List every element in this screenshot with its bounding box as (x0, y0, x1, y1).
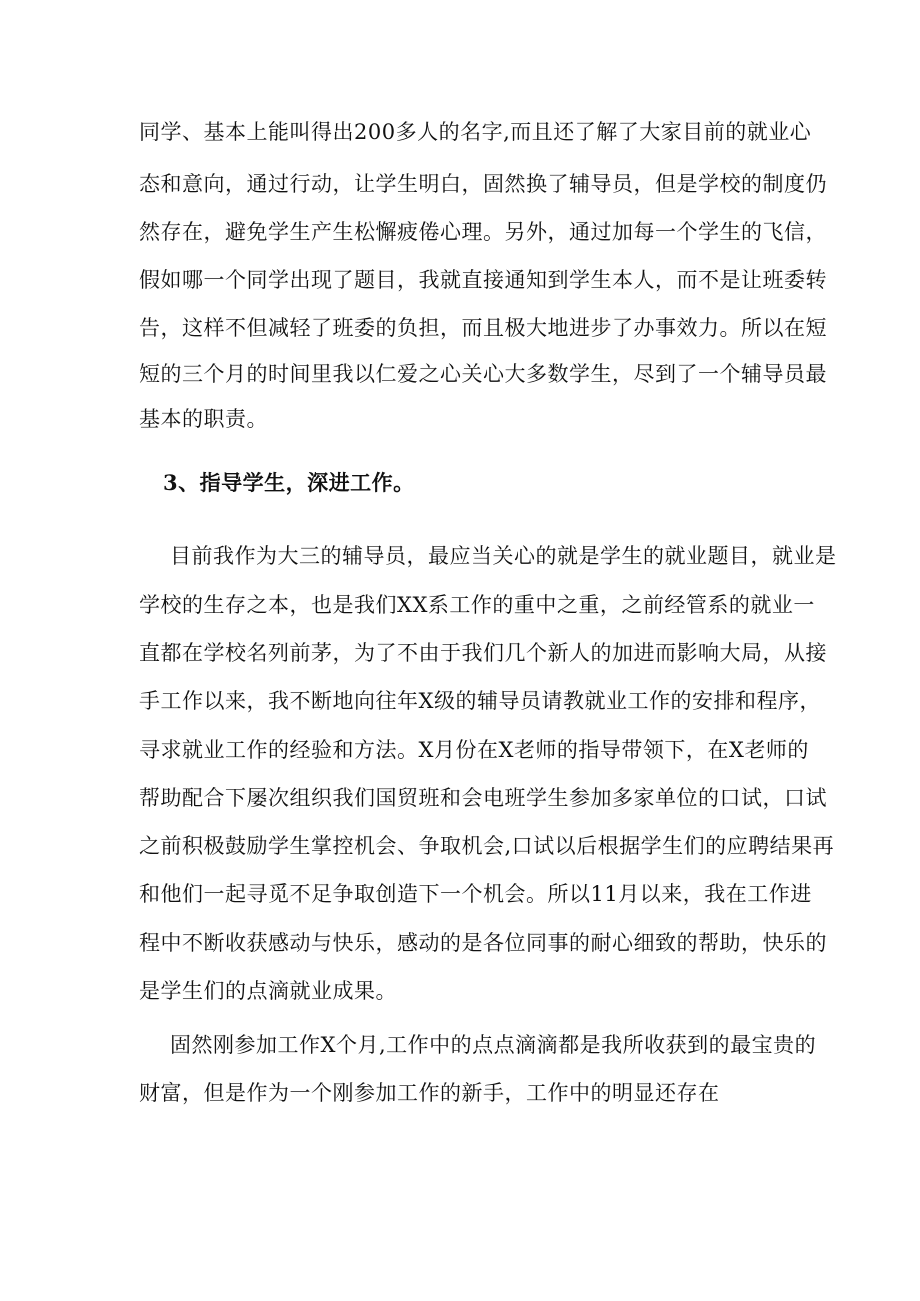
text-line: 帮助配合下屡次组织我们国贸班和会电班学生参加多家单位的口试，口试 (139, 786, 827, 810)
text-line: 然存在，避免学生产生松懈疲倦心理。另外，通过加每一个学生的飞信， (139, 220, 827, 244)
text-line: 态和意向，通过行动，让学生明白，固然换了辅导员，但是学校的制度仍 (139, 172, 827, 196)
text-line: 同学、基本上能叫得出200多人的名字,而且还了解了大家目前的就业心 (139, 120, 812, 144)
text-line: 寻求就业工作的经验和方法。X月份在X老师的指导带领下，在X老师的 (139, 738, 809, 762)
text-line: 假如哪一个同学出现了题目，我就直接通知到学生本人，而不是让班委转 (139, 268, 827, 292)
text-line: 告，这样不但减轻了班委的负担，而且极大地进步了办事效力。所以在短 (139, 316, 827, 340)
text-line: 固然刚参加工作X个月,工作中的点点滴滴都是我所收获到的最宝贵的 (170, 1033, 817, 1057)
text-line: 和他们一起寻觅不足争取创造下一个机会。所以11月以来，我在工作进 (139, 882, 812, 906)
text-line: 程中不断收获感动与快乐，感动的是各位同事的耐心细致的帮助，快乐的 (139, 931, 827, 955)
text-line: 直都在学校名列前茅，为了不由于我们几个新人的加进而影响大局，从接 (139, 641, 827, 665)
text-line: 基本的职责。 (139, 407, 268, 431)
text-line: 手工作以来，我不断地向往年X级的辅导员请教就业工作的安排和程序， (139, 689, 821, 713)
section-heading: 3、指导学生，深进工作。 (163, 470, 415, 495)
text-line: 学校的生存之本，也是我们XX系工作的重中之重，之前经管系的就业一 (139, 593, 815, 617)
text-line: 短的三个月的时间里我以仁爱之心关心大多数学生，尽到了一个辅导员最 (139, 362, 827, 386)
text-line: 是学生们的点滴就业成果。 (139, 979, 397, 1003)
text-line: 财富，但是作为一个刚参加工作的新手，工作中的明显还存在 (139, 1081, 720, 1105)
text-line: 目前我作为大三的辅导员，最应当关心的就是学生的就业题目，就业是 (170, 544, 837, 568)
text-line: 之前积极鼓励学生掌控机会、争取机会,口试以后根据学生们的应聘结果再 (139, 834, 835, 858)
